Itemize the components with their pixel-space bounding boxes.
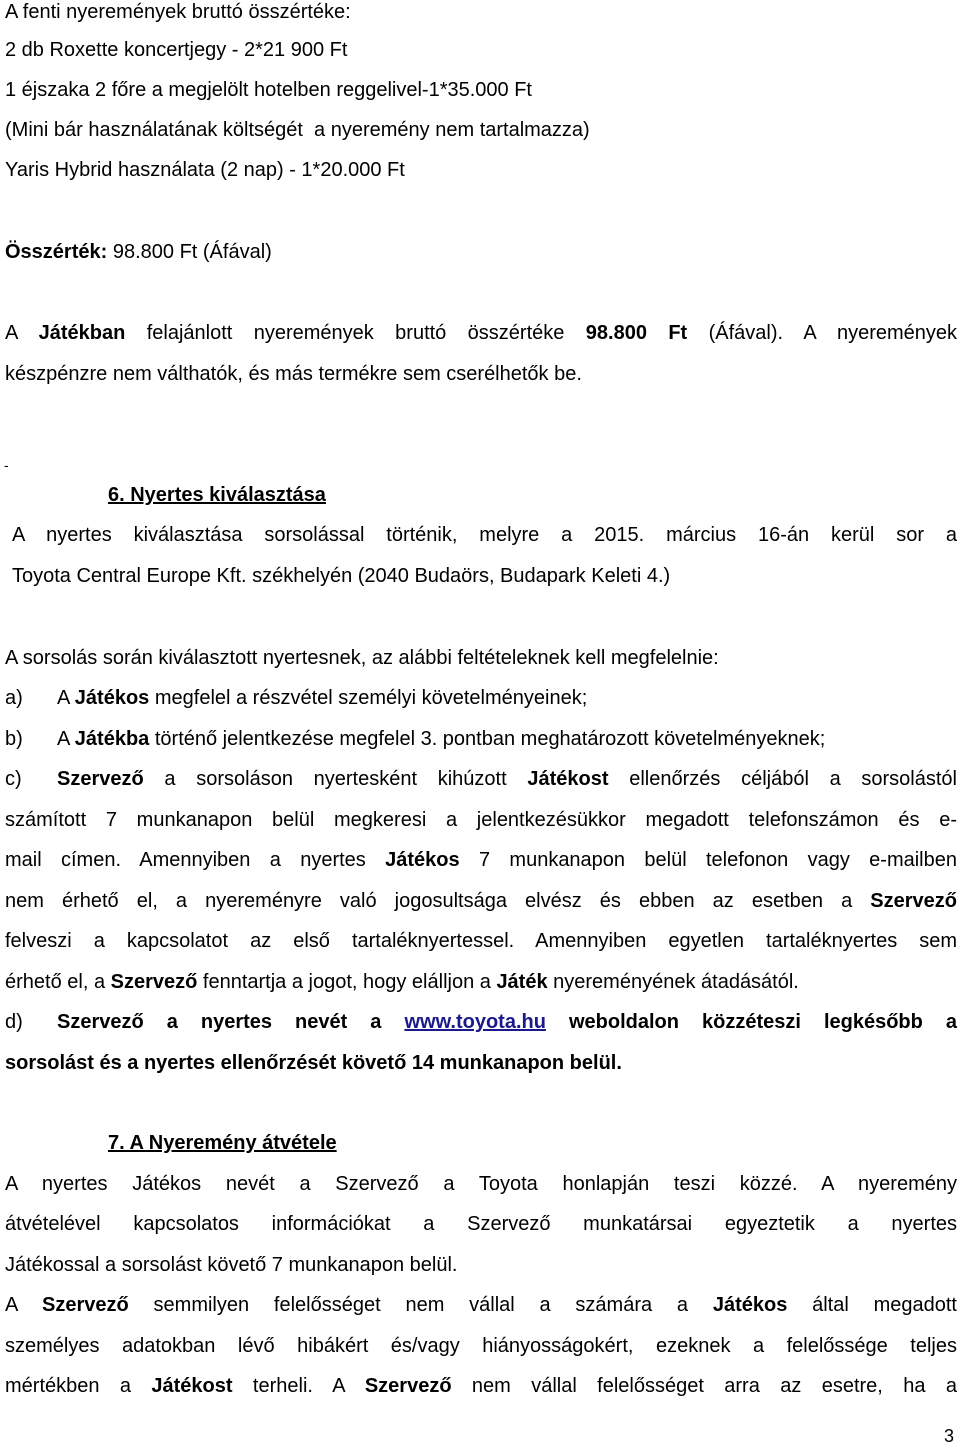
total-value: 98.800 Ft (Áfával) bbox=[107, 241, 272, 263]
term-jatekos: Játékos bbox=[74, 687, 150, 709]
text-run: nem vállal felelősséget arra az esetre, ha a bbox=[451, 1375, 957, 1397]
term-szervezo: Szervező bbox=[870, 890, 957, 912]
text-run: felajánlott nyeremények bruttó összértéke bbox=[125, 322, 586, 344]
term-szervezo: Szervező bbox=[42, 1294, 129, 1316]
section-7-p2-line-3 bbox=[5, 1373, 957, 1425]
term-szervezo: Szervező bbox=[364, 1375, 452, 1397]
total-amount: 98.800 Ft bbox=[585, 322, 688, 344]
term-szervezo: Szervező bbox=[110, 971, 198, 993]
text-run: A bbox=[57, 728, 75, 750]
total-value-line bbox=[5, 239, 957, 265]
prize-item-1: 2 db Roxette koncertjegy - 2*21 900 Ft bbox=[5, 39, 348, 61]
text-run: nem érhető el, a nyereményre való jogosultsága elvész és ebben az esetben a bbox=[5, 890, 871, 912]
text-run: a sorsoláson nyertesként kihúzott bbox=[143, 768, 528, 790]
list-label: d) bbox=[5, 1011, 23, 1033]
text-run: érhető el, a bbox=[5, 971, 111, 993]
prize-item-3: Yaris Hybrid használata (2 nap) - 1*20.000 Ft bbox=[5, 159, 405, 181]
page-number: 3 bbox=[944, 1426, 955, 1446]
section-7-p1-line-3: Játékossal a sorsolást követő 7 munkanapon belül. bbox=[5, 1254, 458, 1276]
prize-item-2: 1 éjszaka 2 főre a megjelölt hotelben reggelivel-1*35.000 Ft bbox=[5, 79, 532, 101]
prize-intro: A fenti nyeremények bruttó összértéke: bbox=[5, 1, 351, 23]
text-run: 7 munkanapon belül telefonon vagy e-mailben bbox=[459, 849, 957, 871]
text-run: mértékben a bbox=[5, 1375, 152, 1397]
section-6-line-1: A nyertes kiválasztása sorsolással történik, melyre a 2015. március 16-án kerül sor a bbox=[12, 524, 957, 546]
total-label: Összérték: bbox=[5, 241, 108, 263]
text-run: (Áfával). A nyeremények bbox=[687, 322, 958, 344]
text-run: A bbox=[5, 322, 39, 344]
condition-b bbox=[5, 726, 957, 752]
prize-item-2-note: (Mini bár használatának költségét a nyeremény nem tartalmazza) bbox=[5, 119, 590, 141]
term-jatekba: Játékba bbox=[74, 728, 150, 750]
section-6-heading: 6. Nyertes kiválasztása bbox=[108, 484, 326, 506]
section-7-p2-line-2: személyes adatokban lévő hibákért és/vagy hiányosságokért, ezeknek a felelőssége teljes bbox=[5, 1335, 957, 1357]
conditions-intro: A sorsolás során kiválasztott nyertesnek, az alábbi feltételeknek kell megfelelnie: bbox=[5, 647, 719, 669]
text-run: A bbox=[57, 687, 75, 709]
text-run: mail címen. Amennyiben a nyertes bbox=[5, 849, 386, 871]
term-szervezo: Szervező bbox=[57, 768, 144, 790]
term-jatekost: Játékost bbox=[527, 768, 609, 790]
text-run: ellenőrzés céljából a sorsolástól bbox=[608, 768, 957, 790]
section-7-heading: 7. A Nyeremény átvétele bbox=[108, 1132, 337, 1154]
text-run: terheli. A bbox=[232, 1375, 365, 1397]
condition-a bbox=[5, 685, 957, 711]
condition-c-line-2: számított 7 munkanapon belül megkeresi a jelentkezésükkor megadott telefonszámon és e- bbox=[5, 809, 957, 831]
text-run: weboldalon közzéteszi legkésőbb a bbox=[545, 1011, 957, 1033]
stray-mark: - bbox=[4, 457, 9, 473]
text-run: semmilyen felelősséget nem vállal a számára a bbox=[128, 1294, 713, 1316]
text-run: Szervező a nyertes nevét a bbox=[57, 1011, 405, 1033]
term-jatekost: Játékost bbox=[151, 1375, 233, 1397]
list-label: c) bbox=[5, 768, 22, 790]
summary-line-2: készpénzre nem válthatók, és más termékre sem cserélhetők be. bbox=[5, 363, 582, 385]
text-run: történő jelentkezése megfelel 3. pontban meghatározott követelményeknek; bbox=[149, 728, 826, 750]
text-run: nyereményének átadásától. bbox=[547, 971, 799, 993]
term-jatekos: Játékos bbox=[385, 849, 460, 871]
toyota-website-link[interactable]: www.toyota.hu bbox=[404, 1011, 546, 1033]
term-jatekos: Játékos bbox=[712, 1294, 788, 1316]
condition-c-line-6 bbox=[5, 969, 957, 995]
section-7-p1-line-1: A nyertes Játékos nevét a Szervező a Toyota honlapján teszi közzé. A nyeremény bbox=[5, 1173, 957, 1195]
section-6-line-2: Toyota Central Europe Kft. székhelyén (2040 Budaörs, Budapark Keleti 4.) bbox=[12, 565, 671, 587]
text-run: megfelel a részvétel személyi követelményeinek; bbox=[149, 687, 588, 709]
section-7-p1-line-2: átvételével kapcsolatos információkat a Szervező munkatársai egyeztetik a nyertes bbox=[5, 1213, 957, 1235]
list-label: b) bbox=[5, 728, 23, 750]
condition-c-line-5: felveszi a kapcsolatot az első tartaléknyertessel. Amennyiben egyetlen tartaléknyertes sem bbox=[5, 930, 957, 952]
text-run: által megadott bbox=[787, 1294, 957, 1316]
list-label: a) bbox=[5, 687, 23, 709]
term-jatek: Játék bbox=[496, 971, 548, 993]
condition-d-line-2: sorsolást és a nyertes ellenőrzését követő 14 munkanapon belül. bbox=[5, 1052, 622, 1074]
text-run: fenntartja a jogot, hogy elálljon a bbox=[197, 971, 497, 993]
term-jatekban: Játékban bbox=[38, 322, 126, 344]
text-run: A bbox=[5, 1294, 43, 1316]
